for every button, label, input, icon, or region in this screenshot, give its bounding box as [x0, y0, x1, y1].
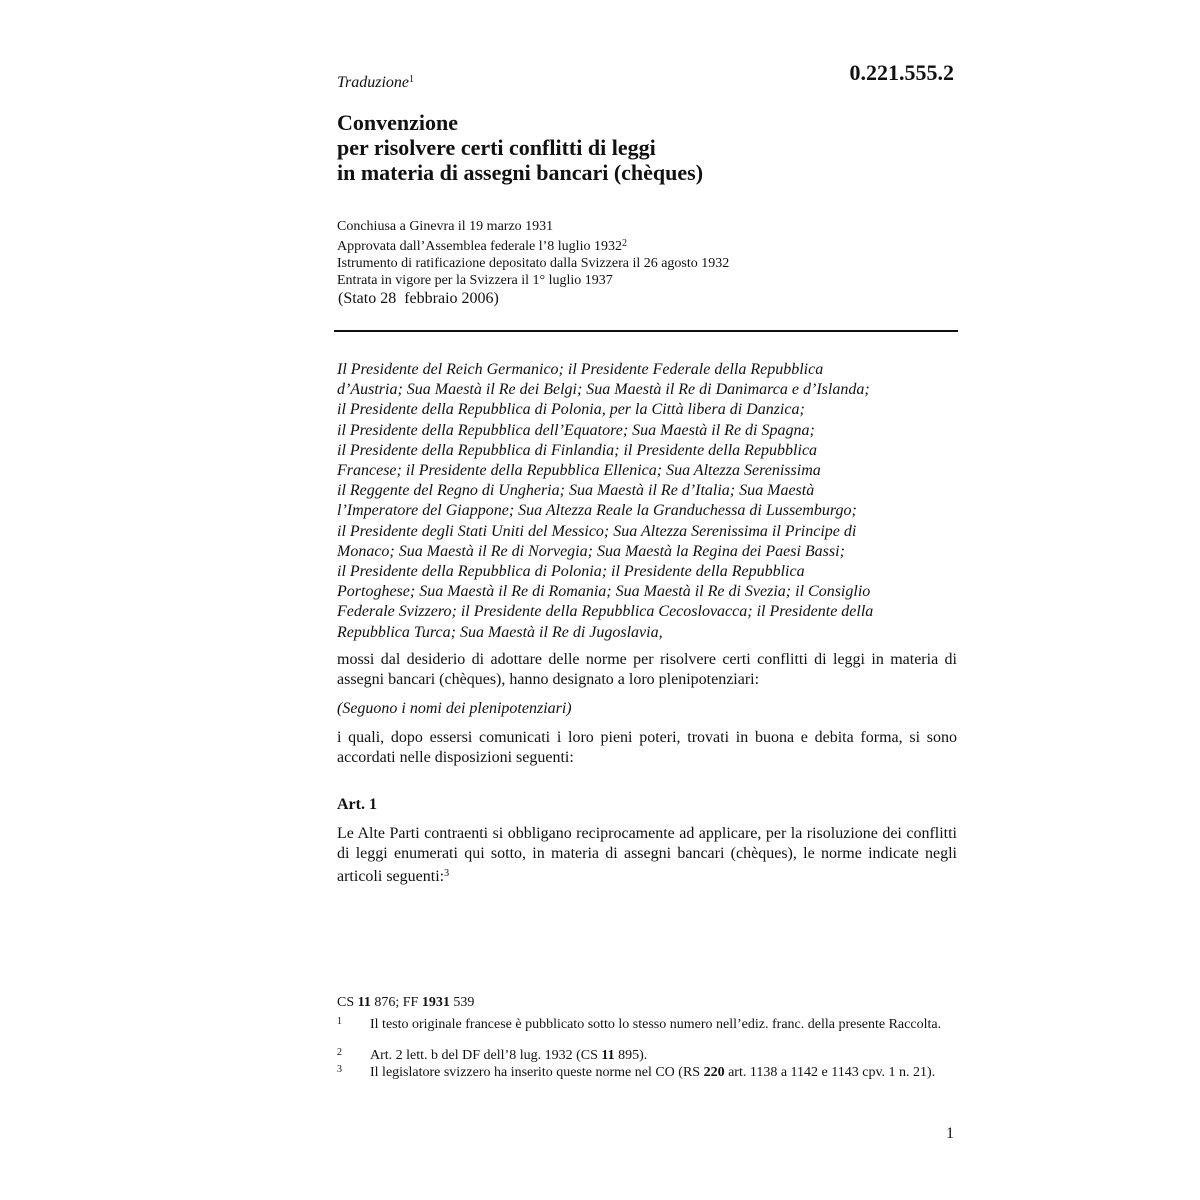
preamble-purpose-paragraph: mossi dal desiderio di adottare delle norme per risolvere certi conflitti di leggi in materia di assegni bancari (chèques), hanno designato a loro plenipotenziari: [337, 651, 957, 688]
preamble-line: d’Austria; Sua Maestà il Re dei Belgi; Sua Maestà il Re di Danimarca e d’Islanda; [337, 381, 870, 399]
translation-note [337, 74, 414, 92]
preamble-line: Portoghese; Sua Maestà il Re di Romania; Sua Maestà il Re di Svezia; il Consiglio [337, 583, 871, 601]
source-ff-page: 539 [449, 995, 475, 1010]
footnote-text-part: 895). [614, 1048, 648, 1063]
preamble-line: Federale Svizzero; il Presidente della Repubblica Cecoslovacca; il Presidente della [337, 603, 874, 621]
footnote-3 [337, 1065, 957, 1080]
title-line: Convenzione [337, 110, 458, 135]
footnote-text-part: art. 1138 a 1142 e 1143 cpv. 1 n. 21). [724, 1065, 936, 1080]
approval-date [337, 235, 957, 255]
preamble-line: il Presidente degli Stati Uniti del Messico; Sua Altezza Serenissima il Principe di [337, 522, 857, 540]
footnote-text [370, 1048, 950, 1063]
preamble-line: il Presidente della Repubblica di Polonia, per la Città libera di Danzica; [337, 401, 805, 419]
preamble-line: il Presidente della Repubblica di Finlandia; il Presidente della Repubblica [337, 441, 818, 459]
preamble-line: il Reggente del Regno di Ungheria; Sua Maestà il Re d’Italia; Sua Maestà [337, 482, 815, 500]
footnote-text: Il testo originale francese è pubblicato sotto lo stesso numero nell’ediz. franc. della presente Raccolta. [370, 1017, 942, 1032]
footnote-number: 3 [337, 1064, 342, 1075]
approval-text: Approvata dall’Assemblea federale l’8 luglio 1932 [337, 239, 622, 254]
status-date: (Stato 28 febbraio 2006) [338, 290, 499, 307]
preamble-line: il Presidente della Repubblica di Polonia; il Presidente della Repubblica [337, 563, 805, 581]
preamble-line: Monaco; Sua Maestà il Re di Norvegia; Sua Maestà la Regina dei Paesi Bassi; [337, 542, 845, 560]
article-1-body: Le Alte Parti contraenti si obbligano reciprocamente ad applicare, per la risoluzione dei conflitti di leggi enumerati qui sotto, in materia di assegni bancari (chèques), le norme indicate negli articoli seguenti: [337, 825, 957, 885]
source-cs-label: CS [337, 995, 358, 1010]
footnote-ref-2[interactable]: 2 [621, 238, 627, 249]
preamble-line: il Presidente della Repubblica dell’Equatore; Sua Maestà il Re di Spagna; [337, 421, 815, 439]
entry-into-force-date: Entrata in vigore per la Svizzera il 1° luglio 1937 [337, 273, 613, 288]
footnote-2 [337, 1048, 957, 1063]
preamble [337, 360, 957, 643]
title-line: in materia di assegni bancari (chèques) [337, 160, 704, 185]
preamble-line: Repubblica Turca; Sua Maestà il Re di Jugoslavia, [337, 623, 663, 641]
preamble-line: l’Imperatore del Giappone; Sua Altezza Reale la Granduchessa di Lussemburgo; [337, 502, 857, 520]
source-ff-year: 1931 [421, 995, 450, 1010]
footnote-ref-1[interactable]: 1 [409, 74, 415, 85]
document-metadata [337, 218, 957, 289]
footnote-number: 2 [337, 1047, 342, 1058]
header-divider [334, 330, 958, 332]
preamble-line: Il Presidente del Reich Germanico; il Presidente Federale della Repubblica [337, 361, 824, 378]
footnote-text-part: Il legislatore svizzero ha inserito queste norme nel CO (RS [370, 1065, 704, 1080]
footnote-ref-3[interactable]: 3 [444, 868, 450, 879]
article-1-heading: Art. 1 [337, 796, 377, 813]
document-title [337, 110, 957, 185]
footnote-bold-ref: 11 [601, 1048, 615, 1063]
article-1-text [337, 824, 957, 887]
source-reference [337, 995, 474, 1011]
concluded-date: Conchiusa a Ginevra il 19 marzo 1931 [337, 219, 554, 234]
page-number: 1 [946, 1125, 954, 1142]
agreement-paragraph: i quali, dopo essersi comunicati i loro pieni poteri, trovati in buona e debita forma, si sono accordati nelle disposizioni seguenti: [337, 729, 957, 766]
footnote-1 [337, 1017, 957, 1032]
footnote-number: 1 [337, 1016, 342, 1027]
title-line: per risolvere certi conflitti di leggi [337, 135, 656, 160]
footnote-text-part: Art. 2 lett. b del DF dell’8 lug. 1932 (CS [370, 1048, 602, 1063]
source-cs-page: 876; FF [370, 995, 422, 1010]
source-cs-volume: 11 [357, 995, 371, 1010]
footnote-bold-ref: 220 [703, 1065, 725, 1080]
plenipotentiaries-note: (Seguono i nomi dei plenipotenziari) [337, 700, 572, 717]
translation-label: Traduzione [337, 74, 410, 91]
ratification-date: Istrumento di ratificazione depositato dalla Svizzera il 26 agosto 1932 [337, 256, 730, 271]
sr-number: 0.221.555.2 [849, 60, 954, 85]
preamble-line: Francese; il Presidente della Repubblica Ellenica; Sua Altezza Serenissima [337, 462, 821, 480]
footnote-text [370, 1065, 950, 1080]
